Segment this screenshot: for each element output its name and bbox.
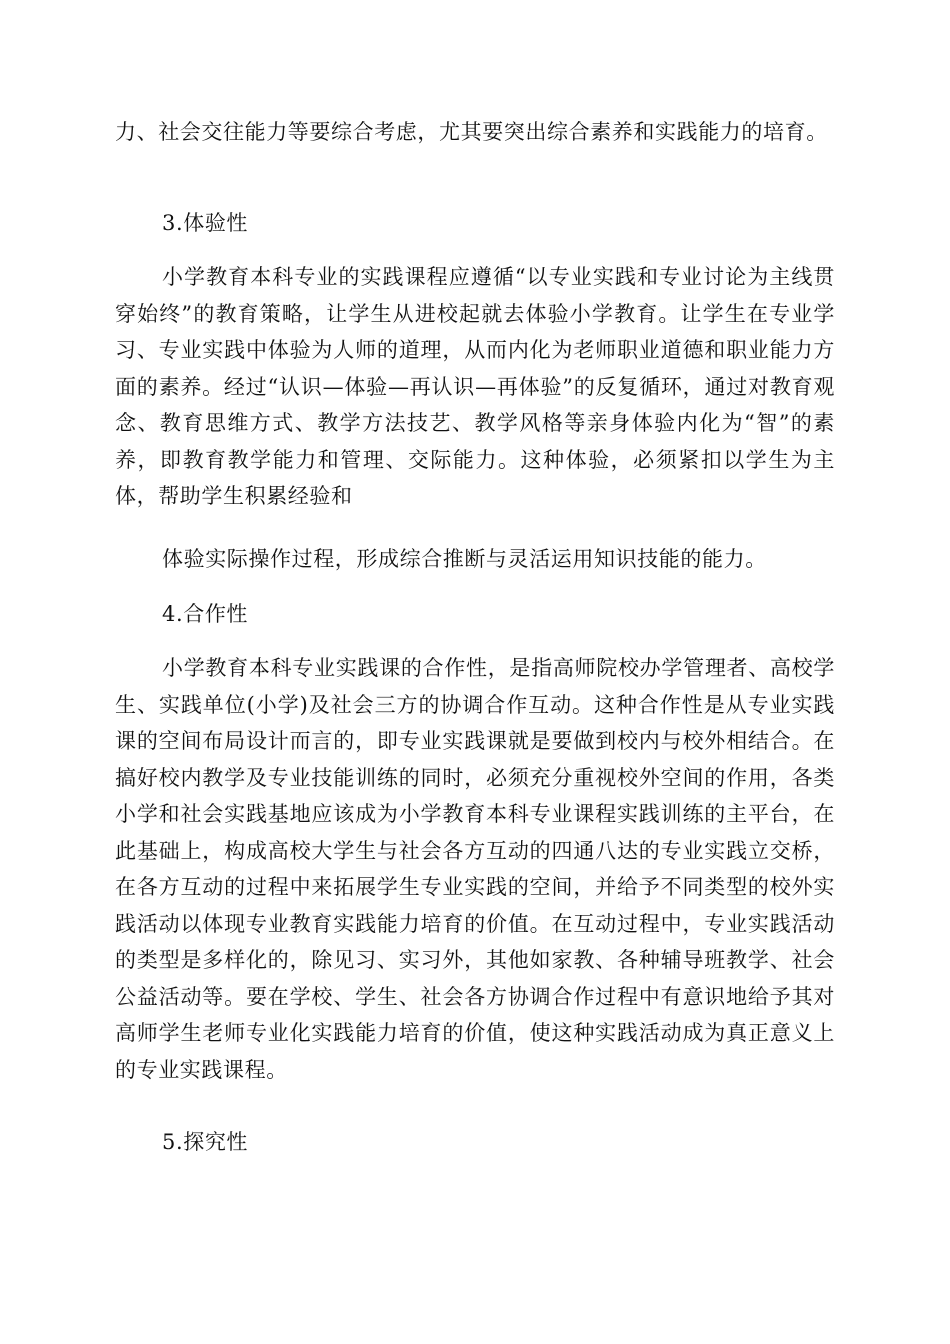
section-heading-exploratory: 5.探究性 (162, 1130, 249, 1154)
section-heading-experiential: 3.体验性 (162, 211, 249, 235)
paragraph-experiential-continued: 体验实际操作过程，形成综合推断与灵活运用知识技能的能力。 (162, 547, 767, 571)
paragraph-continuation: 力、社会交往能力等要综合考虑，尤其要突出综合素养和实践能力的培育。 (115, 120, 828, 144)
paragraph-cooperative: 小学教育本科专业实践课的合作性，是指高师院校办学管理者、高校学生、实践单位(小学)及社会三方的协调合作互动。这种合作性是从专业实践课的空间布局设计而言的，即专业实践课就是要做到校内与校外相结合。在搞好校内教学及专业技能训练的同时，必须充分重视校外空间的作用，各类小学和社会实践基地应该成为小学教育本科专业课程实践训练的主平台，在此基础上，构成高校大学生与社会各方互动的四通八达的专业实践立交桥，在各方互动的过程中来拓展学生专业实践的空间，并给予不同类型的校外实践活动以体现专业教育实践能力培育的价值。在互动过程中，专业实践活动的类型是多样化的，除见习、实习外，其他如家教、各种辅导班教学、社会公益活动等。要在学校、学生、社会各方协调合作过程中有意识地给予其对高师学生老师专业化实践能力培育的价值，使这种实践活动成为真正意义上的专业实践课程。 (115, 656, 835, 1082)
paragraph-experiential: 小学教育本科专业的实践课程应遵循“以专业实践和专业讨论为主线贯穿始终”的教育策略，让学生从进校起就去体验小学教育。让学生在专业学习、专业实践中体验为人师的道理，从而内化为老师职业道德和职业能力方面的素养。经过“认识—体验—再认识—再体验”的反复循环，通过对教育观念、教育思维方式、教学方法技艺、教学风格等亲身体验内化为“智”的素养，即教育教学能力和管理、交际能力。这种体验，必须紧扣以学生为主体，帮助学生积累经验和 (115, 265, 835, 508)
section-heading-cooperative: 4.合作性 (162, 602, 249, 626)
